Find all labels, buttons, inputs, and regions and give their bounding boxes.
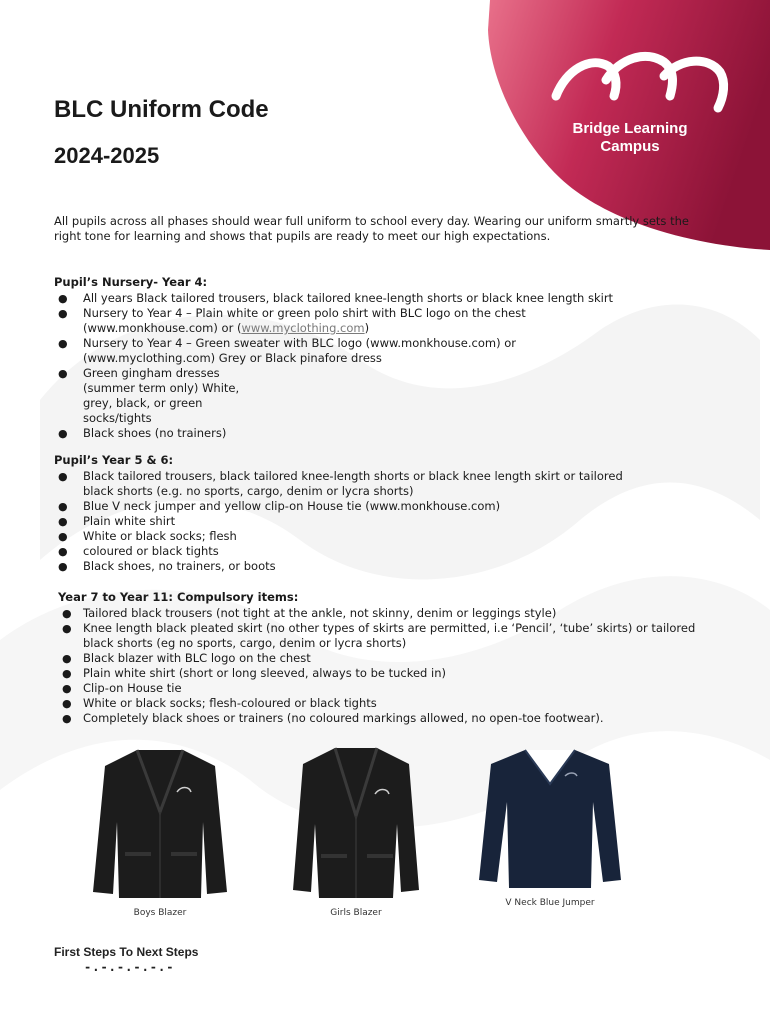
list-item: ● Nursery to Year 4 – Plain white or green polo shirt with BLC logo on the chest (www.monkhouse.com) or (www.myclothing.com) bbox=[58, 306, 526, 335]
list-item: ● Blue V neck jumper and yellow clip-on House tie (www.monkhouse.com) bbox=[58, 499, 501, 513]
bullet-icon: ● bbox=[58, 500, 68, 513]
bullet-icon: ● bbox=[58, 530, 68, 543]
bullet-icon: ● bbox=[58, 307, 68, 320]
list-item: ● Green gingham dresses (summer term only) White, grey, black, or green socks/tights bbox=[58, 366, 240, 425]
list-item: ● coloured or black tights bbox=[58, 544, 219, 558]
academic-year: 2024-2025 bbox=[54, 143, 160, 168]
list-item: ● Black tailored trousers, black tailored knee-length shorts or black knee length skirt or tailored black shorts (e.g. no sports, cargo, denim or lycra shorts) bbox=[58, 469, 623, 498]
girls-blazer-image bbox=[281, 742, 431, 902]
myclothing-link[interactable]: www.myclothing.com bbox=[241, 321, 365, 335]
bullet-icon: ● bbox=[62, 682, 72, 695]
list-item: ● White or black socks; flesh bbox=[58, 529, 237, 543]
brand-line-1: Bridge Learning bbox=[572, 120, 688, 137]
bullet-icon: ● bbox=[58, 560, 68, 573]
bullet-icon: ● bbox=[58, 427, 68, 440]
boys-blazer-figure bbox=[80, 742, 240, 918]
bullet-icon: ● bbox=[58, 470, 68, 483]
list-item: ● Clip-on House tie bbox=[62, 681, 182, 695]
bullet-icon: ● bbox=[62, 712, 72, 725]
bullet-icon: ● bbox=[58, 367, 68, 380]
bullet-icon: ● bbox=[62, 697, 72, 710]
list-item: ● Nursery to Year 4 – Green sweater with BLC logo (www.monkhouse.com) or (www.myclothing.com) Grey or Black pinafore dress bbox=[58, 336, 516, 365]
section-nursery-year4 bbox=[54, 275, 744, 441]
bullet-icon: ● bbox=[58, 545, 68, 558]
boys-blazer-image bbox=[85, 742, 235, 902]
section-year7-11 bbox=[58, 590, 748, 726]
list-item: ● Completely black shoes or trainers (no coloured markings allowed, no open-toe footwear). bbox=[62, 711, 604, 725]
bullet-icon: ● bbox=[58, 292, 68, 305]
bullet-icon: ● bbox=[62, 652, 72, 665]
brand-name bbox=[560, 120, 700, 156]
list-item: ● Black shoes (no trainers) bbox=[58, 426, 227, 440]
footer-tagline: First Steps To Next Steps bbox=[54, 945, 199, 959]
v-neck-jumper-figure bbox=[470, 742, 630, 908]
bullet-icon: ● bbox=[62, 622, 72, 635]
section-heading: Year 7 to Year 11: Compulsory items: bbox=[58, 590, 299, 604]
section-heading: Pupil’s Year 5 & 6: bbox=[54, 453, 174, 467]
section-heading: Pupil’s Nursery- Year 4: bbox=[54, 275, 208, 289]
section-year5-6 bbox=[54, 453, 744, 574]
footer-dashes: -.-.-.-.-.- bbox=[84, 960, 175, 974]
girls-blazer-figure bbox=[276, 742, 436, 918]
bullet-icon: ● bbox=[58, 337, 68, 350]
page-title: BLC Uniform Code bbox=[54, 96, 269, 123]
list-item: ● Plain white shirt (short or long sleeved, always to be tucked in) bbox=[62, 666, 446, 680]
list-item: ● Tailored black trousers (not tight at the ankle, not skinny, denim or leggings style) bbox=[62, 606, 557, 620]
list-item: ● Knee length black pleated skirt (no other types of skirts are permitted, i.e ‘Pencil’, ‘tube’ skirts) or tailored black shorts (eg no sports, cargo, denim or lycra shorts) bbox=[62, 621, 696, 650]
list-item: ● Black blazer with BLC logo on the chest bbox=[62, 651, 311, 665]
list-item: ● Black shoes, no trainers, or boots bbox=[58, 559, 276, 573]
brand-line-2: Campus bbox=[600, 138, 660, 155]
garment-caption: V Neck Blue Jumper bbox=[505, 898, 595, 908]
garment-caption: Girls Blazer bbox=[330, 908, 382, 918]
bullet-icon: ● bbox=[58, 515, 68, 528]
list-item: ● White or black socks; flesh-coloured or black tights bbox=[62, 696, 377, 710]
v-neck-jumper-image bbox=[475, 742, 625, 892]
bullet-icon: ● bbox=[62, 667, 72, 680]
garment-caption: Boys Blazer bbox=[133, 908, 187, 918]
list-item: ● Plain white shirt bbox=[58, 514, 176, 528]
intro-paragraph: All pupils across all phases should wear full uniform to school every day. Wearing our uniform smartly sets the right tone for learning and shows that pupils are ready to meet our high expectations. bbox=[54, 214, 689, 243]
list-item: ● All years Black tailored trousers, black tailored knee-length shorts or black knee length skirt bbox=[58, 291, 614, 305]
bullet-icon: ● bbox=[62, 607, 72, 620]
